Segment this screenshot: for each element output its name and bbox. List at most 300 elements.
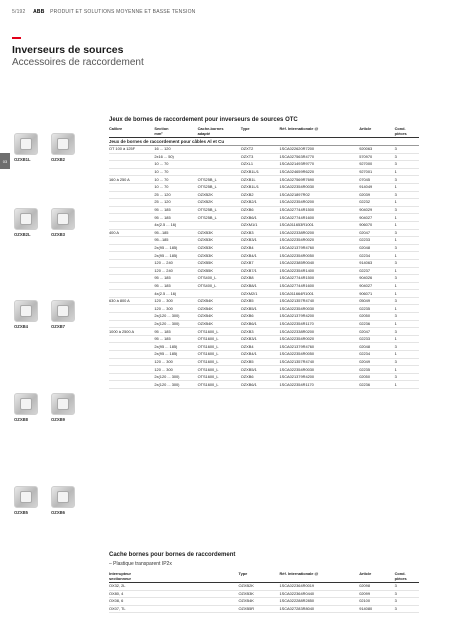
table-cell: 02233 (359, 237, 394, 245)
table-cell: 02235 (359, 305, 394, 313)
product-image (51, 208, 75, 230)
table-cell (109, 335, 154, 343)
table-cell: 1SCA022364R0019 (279, 583, 359, 591)
table-cell: 1 (395, 237, 419, 245)
table-row (109, 381, 419, 389)
table-row (109, 191, 419, 199)
table-cell: 4x(2.5 ... 16) (154, 221, 197, 229)
column-header: Article (359, 571, 372, 576)
table-cell: 95 ... 185 (154, 328, 197, 336)
table-cell: OZXM2/1 (241, 290, 280, 298)
table-cell: 914080 (359, 605, 394, 613)
table-cell: 1SCA027283R8040 (279, 605, 359, 613)
table-cell (109, 244, 154, 252)
table-row (109, 297, 419, 305)
table-cell: 25 ... 120 (154, 199, 197, 207)
table-cell (109, 221, 154, 229)
table-cell (109, 282, 154, 290)
table-cell: OZXB4K (198, 297, 241, 305)
table-cell: 1SCA011653R1001 (279, 221, 359, 229)
table-cell: 927000 (359, 161, 394, 169)
table-cell: 02233 (359, 335, 394, 343)
table-row (109, 206, 419, 214)
table-cell: 914049 (359, 183, 394, 191)
product-label: OZXB3 (51, 232, 65, 237)
product-label: OZXB2L (14, 232, 31, 237)
table-cell: OZXB6/1 (241, 214, 280, 222)
table-cell: 02047 (359, 229, 394, 237)
table-cell: 160 à 250 A (109, 176, 154, 184)
table-cell (109, 199, 154, 207)
table-cell: OZXB4/1 (241, 252, 280, 260)
section1-title: Jeux de bornes de raccordement pour inverseurs de sources OTC (109, 117, 298, 123)
table-cell: OTS25B_L (198, 176, 241, 184)
table-cell (109, 168, 154, 176)
table-row (109, 290, 419, 298)
column-header: Type (240, 126, 250, 131)
table-cell: OZXB7 (241, 259, 280, 267)
table-cell: 1 (395, 183, 419, 191)
table-cell: 2x(120 ... 300) (154, 320, 197, 328)
table-cell: 02235 (359, 366, 394, 374)
table-cell: 1SCA021357R4740 (279, 297, 359, 305)
table-row (109, 229, 419, 237)
table-cell: OTS1600_L (198, 328, 241, 336)
table-row (109, 183, 419, 191)
table-cell: 3 (395, 590, 419, 598)
table-cell: OZXB3 (241, 328, 280, 336)
table-cell: OZXB5 (241, 297, 280, 305)
table-cell: OX32, 2L (109, 583, 239, 591)
table-cell: 904027 (359, 282, 394, 290)
table-cell: OZXB5/1 (241, 305, 280, 313)
table-cell (198, 168, 241, 176)
table-cell (109, 153, 154, 161)
table-cell (109, 252, 154, 260)
table-row (109, 598, 419, 606)
table-cell: 1 (395, 214, 419, 222)
table-cell: 2x16 ... 50) (154, 153, 197, 161)
table-row (109, 237, 419, 245)
table-cell: 1SCA027744R1500 (279, 206, 359, 214)
table-cell: 1 (395, 381, 419, 389)
product-label: OZXB9 (51, 417, 65, 422)
table-cell: OZXB2/1 (241, 199, 280, 207)
table-cell: 02050 (359, 373, 394, 381)
table-cell: 95 ... 185 (154, 214, 197, 222)
table-header-row (109, 126, 419, 138)
table-cell: 02098 (359, 583, 394, 591)
table-row (109, 252, 419, 260)
table-row (109, 146, 419, 154)
table-cell: OZXB4/1 (241, 351, 280, 359)
table-cell: OZXB6 (241, 313, 280, 321)
table-cell (109, 313, 154, 321)
table-cell: 914063 (359, 259, 394, 267)
group-row (109, 138, 419, 146)
terminal-kits-table (109, 126, 419, 389)
column-header: Cond. pièces (394, 571, 407, 581)
table-cell: 3 (395, 161, 419, 169)
table-cell: OZXB4 (241, 244, 280, 252)
table-cell: OZXB4K (198, 313, 241, 321)
table-cell: OZXB2 (241, 191, 280, 199)
table-cell: 1SCA027744R1600 (279, 282, 359, 290)
table-row (109, 313, 419, 321)
table-row (109, 605, 419, 613)
table-cell (109, 259, 154, 267)
table-cell: 120 ... 240 (154, 259, 197, 267)
table-cell: 1 (395, 320, 419, 328)
table-cell: 1SCA024659R6220 (279, 168, 359, 176)
table-cell: OZXB3/1 (241, 335, 280, 343)
table-cell: 3 (395, 191, 419, 199)
table-cell: 1SCA021379R4200 (279, 373, 359, 381)
table-cell: 927001 (359, 168, 394, 176)
column-header: Cond. pièces (394, 126, 407, 136)
table-cell: 1SCA027744R1600 (279, 214, 359, 222)
column-header: Article (359, 126, 372, 131)
table-cell: 1SCA021357R4740 (279, 358, 359, 366)
page-number: 5/192 (12, 9, 26, 15)
page-title: Inverseurs de sources (12, 44, 124, 56)
table-row (109, 244, 419, 252)
table-cell (198, 161, 241, 169)
table-cell: 1 (395, 221, 419, 229)
table-cell: 120 ... 300 (154, 366, 197, 374)
table-cell (109, 366, 154, 374)
table-cell: 120 ... 300 (154, 305, 197, 313)
table-cell: 2x(95 ... 185) (154, 343, 197, 351)
product-label: OZXB2 (51, 157, 65, 162)
table-row (109, 351, 419, 359)
table-cell: 3 (395, 146, 419, 154)
table-cell: 4x(2.5 ... 16) (154, 290, 197, 298)
table-cell: 920063 (359, 146, 394, 154)
column-header: Section mm² (154, 126, 169, 136)
table-cell: 3 (395, 297, 419, 305)
table-cell: OZXB3 (241, 229, 280, 237)
product-label: OZXB7 (51, 324, 65, 329)
product-label: OZXB8 (14, 417, 28, 422)
table-cell: 3 (395, 313, 419, 321)
table-row (109, 176, 419, 184)
group-label: Jeux de bornes de raccordement pour câbles Al et Cu (109, 138, 419, 146)
table-cell: 05049 (359, 297, 394, 305)
table-cell (109, 381, 154, 389)
table-row (109, 583, 419, 591)
table-cell (109, 343, 154, 351)
table-cell: 3 (395, 275, 419, 283)
table-cell: OZXT3 (241, 153, 280, 161)
table-cell: 1SCA022354R0050 (279, 351, 359, 359)
table-cell: 1 (395, 267, 419, 275)
table-cell: OZXB5/1 (241, 366, 280, 374)
table-cell: 120 ... 300 (154, 358, 197, 366)
product-label: OZXB5 (14, 510, 28, 515)
table-row (109, 328, 419, 336)
table-cell: OTS1600_L (198, 358, 241, 366)
table-cell: 3 (395, 206, 419, 214)
table-cell: 1 (395, 351, 419, 359)
table-cell: OZXB3/1 (241, 237, 280, 245)
table-cell: 3 (395, 244, 419, 252)
terminal-covers-table (109, 571, 419, 613)
table-cell: 2x(120 ... 300) (154, 373, 197, 381)
table-cell: 1SCA022354R0030 (279, 183, 359, 191)
table-cell (109, 351, 154, 359)
table-cell (109, 358, 154, 366)
column-header: Réf. Internationale @ (279, 126, 319, 131)
table-cell: OZXB2K (198, 199, 241, 207)
table-cell: 1SCA022354R0030 (279, 305, 359, 313)
table-row (109, 161, 419, 169)
table-cell (109, 290, 154, 298)
table-cell: 3 (395, 153, 419, 161)
table-cell: OTS1600_L (198, 381, 241, 389)
table-cell: 1SCA022620R7200 (279, 146, 359, 154)
table-cell: OZXB4K (198, 320, 241, 328)
table-row (109, 320, 419, 328)
table-cell: OZXB1L (241, 176, 280, 184)
table-cell: 10 ... 70 (154, 168, 197, 176)
table-cell: 570970 (359, 153, 394, 161)
product-label: OZXB4 (14, 324, 28, 329)
header-section: PRODUIT ET SOLUTIONS MOYENNE ET BASSE TENSION (50, 9, 196, 15)
table-cell (109, 237, 154, 245)
table-cell: 1SCA022354R1400 (279, 267, 359, 275)
table-cell: OZXB3K (198, 252, 241, 260)
table-cell: 95...185 (154, 229, 197, 237)
table-cell: 02232 (359, 199, 394, 207)
table-cell: 95 ... 185 (154, 206, 197, 214)
table-cell: 906070 (359, 221, 394, 229)
table-row (109, 214, 419, 222)
table-cell: OTS25B_L (198, 214, 241, 222)
table-row (109, 275, 419, 283)
table-cell: 10 ... 70 (154, 176, 197, 184)
table-row (109, 358, 419, 366)
table-cell (198, 153, 241, 161)
table-cell: 3 (395, 229, 419, 237)
table-cell: 1 (395, 290, 419, 298)
table-cell: 02236 (359, 320, 394, 328)
column-header: Calibre (109, 126, 123, 131)
table-cell: OZXB6 (241, 206, 280, 214)
table-cell: 1 (395, 366, 419, 374)
table-row (109, 199, 419, 207)
table-cell: 1SCA021897R02 (279, 191, 359, 199)
table-cell: 3 (395, 343, 419, 351)
table-cell (109, 373, 154, 381)
table-cell: OZXB8/1 (241, 282, 280, 290)
table-cell: 1SCA027744R1500 (279, 275, 359, 283)
table-cell: 1SCA027569R7690 (279, 176, 359, 184)
table-row (109, 153, 419, 161)
table-cell (109, 183, 154, 191)
column-header: Réf. Internationale @ (279, 571, 319, 576)
table-cell: 1SCA022354R0050 (279, 252, 359, 260)
table-cell: OZXB6/1 (241, 320, 280, 328)
table-cell: OZXL1 (241, 161, 280, 169)
table-cell: OZXB6/1 (241, 381, 280, 389)
table-cell: 120 ... 300 (154, 297, 197, 305)
table-cell (109, 320, 154, 328)
table-cell: OZXB2K (239, 583, 280, 591)
table-cell: 95 ... 185 (154, 275, 197, 283)
table-cell: 25 ... 120 (154, 191, 197, 199)
table-row (109, 335, 419, 343)
table-cell (109, 275, 154, 283)
table-cell: OTS25B_L (198, 183, 241, 191)
table-cell: 95 ... 185 (154, 282, 197, 290)
product-image (51, 393, 75, 415)
page-subtitle: Accessoires de raccordement (12, 57, 144, 68)
table-cell: OZXB5R (239, 605, 280, 613)
table-cell: OZXB3K (198, 244, 241, 252)
table-cell: 904029 (359, 206, 394, 214)
table-cell: 3 (395, 358, 419, 366)
table-cell: 1SCA022338R0200 (279, 229, 359, 237)
table-cell: OZXB1L/1 (241, 168, 280, 176)
table-cell: 2x(95 ... 185) (154, 252, 197, 260)
table-cell: OZXB7/1 (241, 267, 280, 275)
table-cell: OTS1600_L (198, 343, 241, 351)
table-cell: OZXB6 (241, 373, 280, 381)
table-cell: OZXB4K (198, 305, 241, 313)
table-cell: 400 A (109, 229, 154, 237)
table-cell: 120 ... 240 (154, 267, 197, 275)
brand-logo: ABB (33, 9, 45, 15)
accent-bar (12, 37, 21, 39)
table-cell: 02039 (359, 191, 394, 199)
table-cell: OZXB3K (198, 229, 241, 237)
table-cell: 630 à 800 A (109, 297, 154, 305)
section2-title: Cache bornes pour bornes de raccordement (109, 552, 236, 558)
table-cell: OTS400_L (198, 282, 241, 290)
table-cell: 904027 (359, 214, 394, 222)
table-row (109, 259, 419, 267)
table-cell: OTS1600_L (198, 335, 241, 343)
table-cell: 1 (395, 252, 419, 260)
table-cell: 1SCA022385R0040 (279, 259, 359, 267)
table-header-row (109, 571, 419, 583)
product-image (51, 133, 75, 155)
table-cell: 02100 (359, 598, 394, 606)
table-cell: OZXB1L/1 (241, 183, 280, 191)
table-cell: 1SCA022354R0020 (279, 335, 359, 343)
table-cell: 1SCA021379R4760 (279, 343, 359, 351)
table-cell: 16 ... 120 (154, 146, 197, 154)
table-cell: OX08, 6 (109, 598, 239, 606)
table-cell: 1 (395, 282, 419, 290)
table-row (109, 305, 419, 313)
product-label: OZXB6 (51, 510, 65, 515)
column-header: Type (238, 571, 248, 576)
product-image (14, 208, 38, 230)
table-cell: 3 (395, 605, 419, 613)
column-header: Cache-bornes adapté (197, 126, 224, 136)
table-cell (109, 267, 154, 275)
table-cell: 07045 (359, 176, 394, 184)
product-image (14, 300, 38, 322)
table-row (109, 590, 419, 598)
product-label: OZXB1L (14, 157, 31, 162)
table-cell: OX80, 4 (109, 590, 239, 598)
table-cell: 95 ... 185 (154, 335, 197, 343)
table-cell (109, 206, 154, 214)
table-cell: 906071 (359, 290, 394, 298)
table-row (109, 343, 419, 351)
table-cell: 02049 (359, 358, 394, 366)
table-cell: 1 (395, 305, 419, 313)
side-tab: 03 (0, 153, 10, 169)
table-cell: OZXB5K (198, 259, 241, 267)
table-cell: OZXT2 (241, 146, 280, 154)
table-cell (109, 161, 154, 169)
table-cell: OZXB3K (198, 237, 241, 245)
table-cell (198, 221, 241, 229)
table-cell: 1SCA021379R4760 (279, 244, 359, 252)
table-cell: 1SCA021379R4200 (279, 313, 359, 321)
table-cell: 3 (395, 583, 419, 591)
table-cell: 3 (395, 373, 419, 381)
table-cell: 1SCA022354R0020 (279, 237, 359, 245)
table-row (109, 221, 419, 229)
table-cell: OZXM1/1 (241, 221, 280, 229)
table-cell (109, 305, 154, 313)
table-cell: 1 (395, 168, 419, 176)
table-cell: 1000 à 2500 A (109, 328, 154, 336)
table-cell: OT 100 à 125F (109, 146, 154, 154)
table-cell: 1 (395, 335, 419, 343)
product-image (51, 486, 75, 508)
table-cell: 1SCA022364R0440 (279, 590, 359, 598)
table-cell (198, 290, 241, 298)
table-cell: 02048 (359, 244, 394, 252)
table-cell: 3 (395, 328, 419, 336)
product-image (14, 133, 38, 155)
table-cell: 904026 (359, 275, 394, 283)
table-cell: 3 (395, 259, 419, 267)
table-cell: 02236 (359, 381, 394, 389)
table-cell: 1 (395, 199, 419, 207)
product-image (14, 393, 38, 415)
table-row (109, 282, 419, 290)
table-cell: 1SCA011664R1001 (279, 290, 359, 298)
table-cell: 02237 (359, 267, 394, 275)
table-row (109, 267, 419, 275)
table-cell: 1SCA022354R0200 (279, 199, 359, 207)
table-cell: OTS1600_L (198, 351, 241, 359)
table-cell: 1SCA022354R1170 (279, 320, 359, 328)
table-cell (109, 214, 154, 222)
table-cell: OX07, TL (109, 605, 239, 613)
table-row (109, 373, 419, 381)
table-cell: OZXB4K (239, 598, 280, 606)
table-cell: OTS1600_L (198, 366, 241, 374)
table-cell: 1SCA027563R4770 (279, 153, 359, 161)
table-cell: OZXB4 (241, 343, 280, 351)
product-image (51, 300, 75, 322)
table-cell: 02099 (359, 590, 394, 598)
table-cell: 2x(120 ... 300) (154, 381, 197, 389)
table-cell: OZXB3K (239, 590, 280, 598)
table-cell: 02047 (359, 328, 394, 336)
table-cell: 02048 (359, 343, 394, 351)
table-cell: 1SCA022354R0030 (279, 366, 359, 374)
table-cell: 2x(95 ... 185) (154, 351, 197, 359)
